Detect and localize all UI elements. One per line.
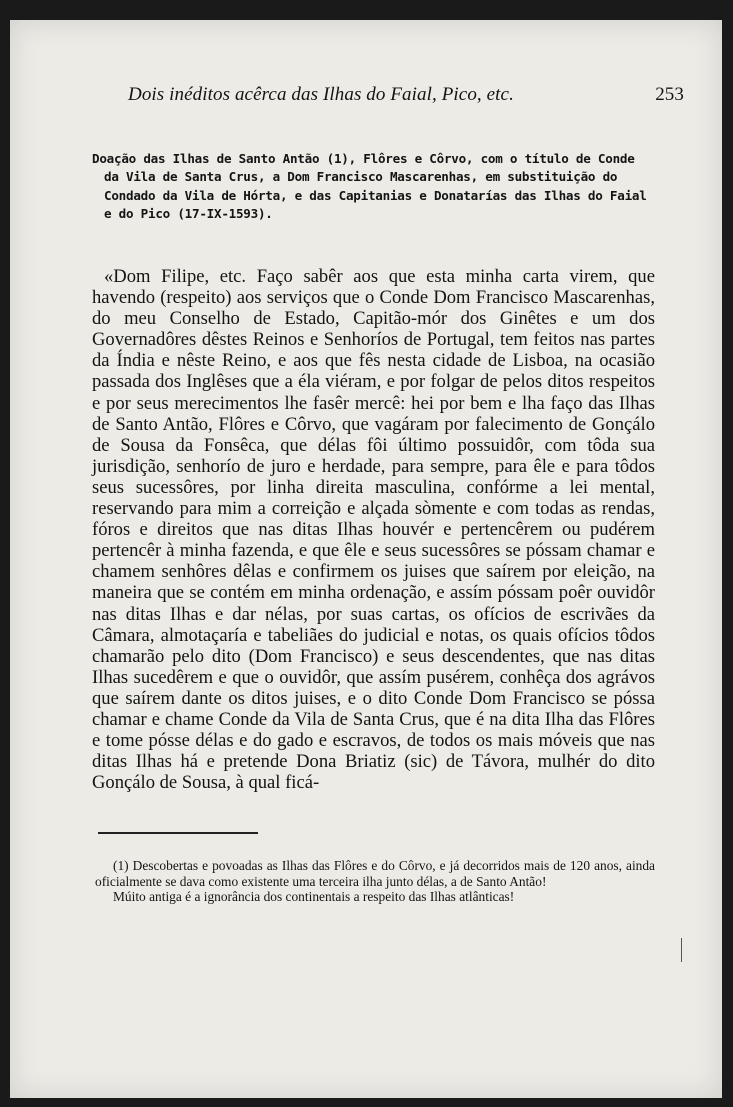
footnote-1: (1) Descobertas e povoadas as Ilhas das Flôres e do Côrvo, e já decorridos mais de 120 anos, ainda oficialmente se dava como existente uma terceira ilha junto délas, a de Santo Antão! <box>95 858 655 889</box>
heading-line-2: da Vila de Santa Crus, a Dom Francisco Mascarenhas, em substituição do <box>104 169 618 185</box>
document-heading <box>92 150 657 224</box>
heading-line-1: Doação das Ilhas de Santo Antão (1), Flôres e Côrvo, com o título de Conde <box>92 151 635 166</box>
page-number: 253 <box>655 84 684 105</box>
running-header <box>128 84 684 106</box>
footnote-1-continuation: Múito antiga é a ignorância dos continentais a respeito das Ilhas atlânticas! <box>113 889 515 904</box>
footnotes <box>95 858 655 905</box>
margin-mark <box>681 938 682 962</box>
running-title: Dois inéditos acêrca das Ilhas do Faial, Pico, etc. <box>128 84 514 105</box>
body-text <box>92 266 655 793</box>
body-paragraph: «Dom Filipe, etc. Faço sabêr aos que esta minha carta virem, que havendo (respeito) aos serviços que o Conde Dom Francisco Mascarenhas, do meu Conselho de Estado, Capitão-mór dos Ginêtes e um dos Governadôres dêstes Reinos e Senhoríos de Portugal, tem feitos nas partes da Índia e nêste Reino, e aos que fês nesta cidade de Lisboa, na ocasião passada dos Inglêses que a éla viéram, e por folgar de pelos ditos respeitos e por seus merecimentos lhe fasêr mercê: hei por bem e lha faço das Ilhas de Santo Antão, Flôres e Côrvo, que vagáram por falecimento de Gonçálo de Sousa da Fonsêca, que délas fôi último possuidôr, com tôda sua jurisdição, senhorío de juro e herdade, para sempre, para êle e para tôdos seus sucessôres, por linha direita masculina, confórme a lei mental, reservando para mim a correição e alçada sòmente e com todas as rendas, fóros e direitos que nas ditas Ilhas houvér e pertencêrem ou pudérem pertencêr à minha fazenda, e que êle e seus sucessôres se póssam chamar e chamem senhôres dêlas e confirmem os juises que saírem por eleição, na maneira que se contém em minha ordenação, e assím póssam poêr ouvidôr nas ditas Ilhas e dar nélas, por suas cartas, os ofícios de escrivães da Câmara, almotaçaría e tabeliães do judicial e notas, os quais ofícios tôdos chamarão pelo dito (Dom Francisco) e seus descendentes, que nas ditas Ilhas sucedêrem e que o ouvidôr, que assím pusérem, conhêça dos agrávos que saírem dante os ditos juises, e o dito Conde Dom Francisco se póssa chamar e chame Conde da Vila de Santa Crus, que é na dita Ilha das Flôres e tome pósse délas e do gado e escravos, de todos os mais móveis que nas ditas Ilhas há e pretende Dona Briatiz (sic) de Távora, mulhér do dito Gonçálo de Sousa, à qual ficá- <box>92 266 655 794</box>
heading-line-4: e do Pico (17-IX-1593). <box>104 206 273 222</box>
footnote-separator <box>98 832 258 834</box>
book-page <box>10 20 722 1098</box>
heading-line-3: Condado da Vila de Hórta, e das Capitanias e Donatarías das Ilhas do Faial <box>104 187 647 203</box>
